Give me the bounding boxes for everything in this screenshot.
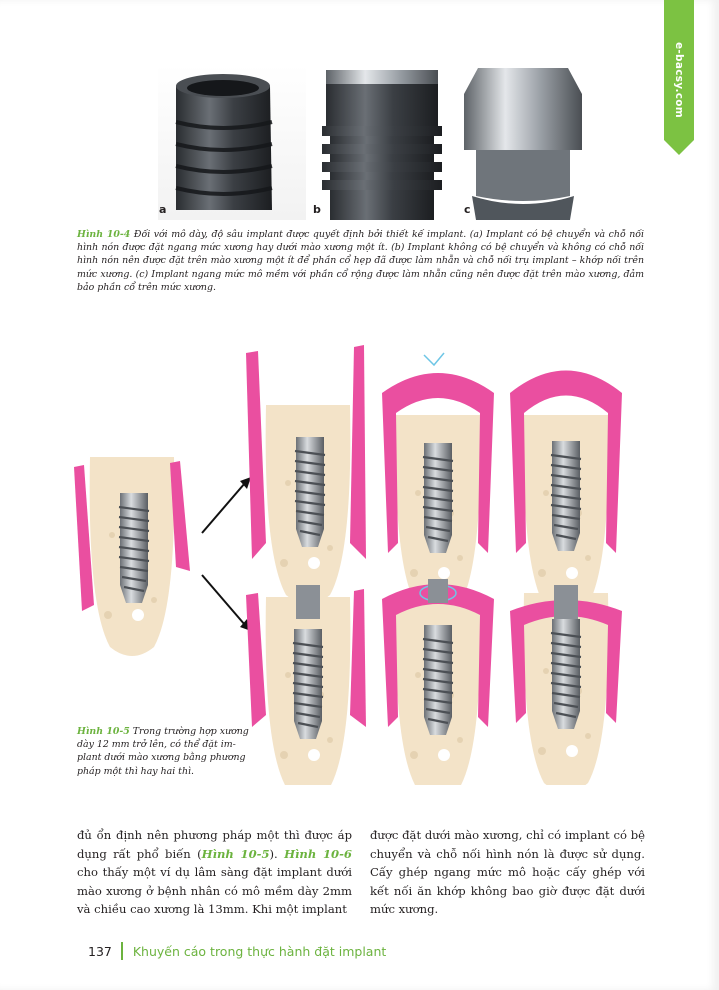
footer-title: Khuyến cáo trong thực hành đặt implant <box>132 943 387 959</box>
caption-text: Trong trường hợp xương dày 12 mm trở lên, có thể đặt im-plant dưới mào xương bằng phương pháp một thì hay hai thì. <box>77 726 249 777</box>
page-footer <box>88 942 386 960</box>
figure-10-5-diagram <box>70 335 650 785</box>
footer-divider <box>121 942 123 960</box>
figure-ref-10-6[interactable]: Hình 10-6 <box>284 846 352 861</box>
figure-ref-10-5[interactable]: Hình 10-5 <box>201 846 270 861</box>
panel-label-a: a <box>159 203 167 216</box>
caption-label: Hình 10-5 <box>77 726 130 737</box>
implant-photo-c <box>458 64 582 220</box>
page-number: 137 <box>88 943 112 959</box>
figure-10-4-caption <box>77 228 644 294</box>
body-column-left: đủ ổn định nên phương pháp một thì được áp dụng rất phổ biến (Hình 10-5). Hình 10-6 cho thấy một ví dụ lâm sàng đặt implant dưới mào xương ở bệnh nhân có mô mềm dày 2mm và chiều cao xương là 13mm. Khi một implant <box>77 828 352 916</box>
figure-10-5-caption <box>77 725 259 778</box>
implant-photo-a <box>158 64 306 220</box>
caption-text: Đối với mô dày, độ sâu implant được quyết định bởi thiết kế implant. (a) Implant có bệ chuyển và chỗ nối hình nón được đặt ngang mức xương hay dưới mào xương một ít. (b) Implant không có bệ chuyển và không có chỗ nối hình nón nên được đặt trên mào xương một ít để phần cổ hẹp đã được làm nhẵn và chỗ nối trụ implant – khớp nối trên mức xương. (c) Implant ngang mức mô mềm với phần cổ rộng được làm nhẵn cũng nên được đặt trên mào xương, đảm bảo phần cổ trên mức xương. <box>77 229 644 293</box>
panel-label-c: c <box>464 203 471 216</box>
body-column-right: được đặt dưới mào xương, chỉ có implant có bệ chuyển và chỗ nối hình nón là được sử dụng. Cấy ghép ngang mức mô hoặc cấy ghép với kết nối ăn khớp không bao giờ được đặt dưới mức xương. <box>370 828 645 916</box>
panel-label-b: b <box>313 203 321 216</box>
figure-10-4-photos <box>158 64 582 220</box>
implant-photo-b <box>313 64 443 220</box>
side-tab-label: e-bacsy.com <box>673 41 686 119</box>
caption-label: Hình 10-4 <box>77 229 131 240</box>
